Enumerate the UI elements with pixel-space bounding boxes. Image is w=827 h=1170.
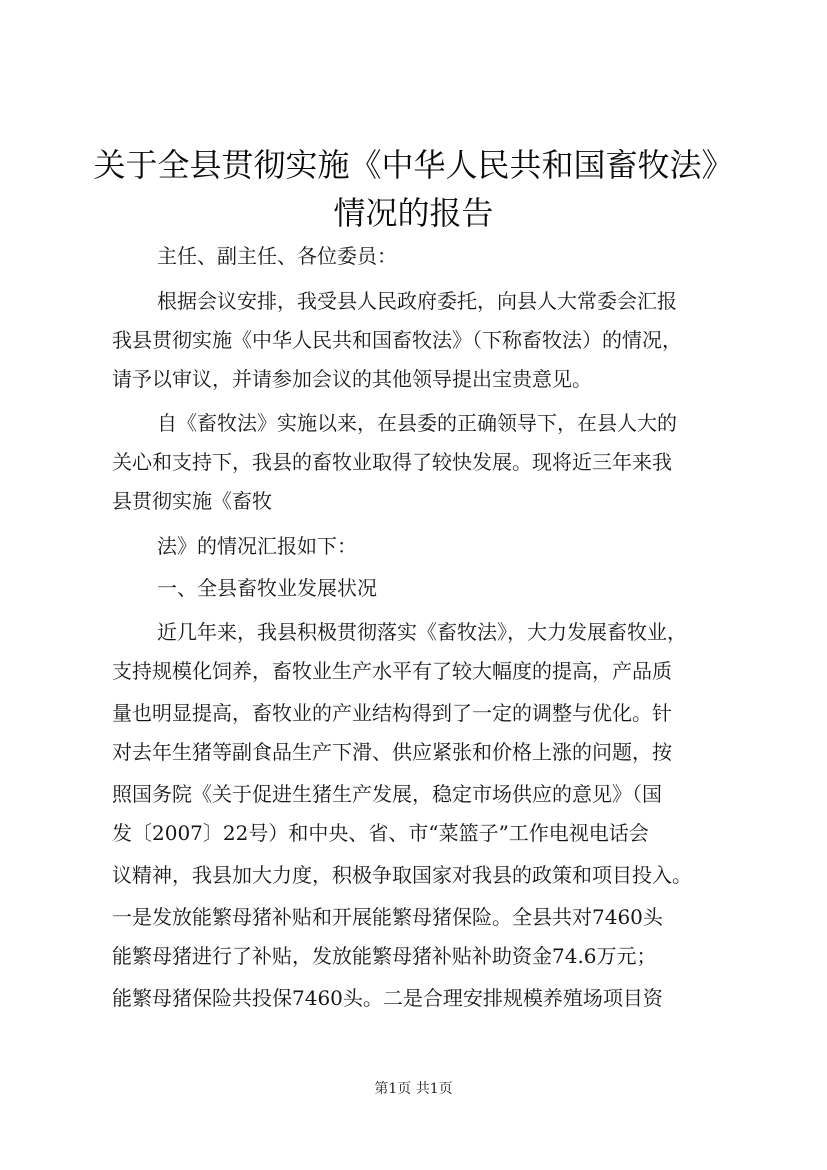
section-heading: 一、全县畜牧业发展状况 bbox=[157, 576, 377, 600]
body-line: 我县贯彻实施《中华人民共和国畜牧法》（下称畜牧法）的情况， bbox=[112, 328, 682, 352]
body-line: 照国务院《关于促进生猪生产发展，稳定市场供应的意见》（国 bbox=[112, 782, 662, 806]
page-number-footer: 第1页 共1页 bbox=[374, 1081, 453, 1097]
body-line: 近几年来，我县积极贯彻落实《畜牧法》，大力发展畜牧业， bbox=[157, 620, 687, 644]
document-title-line-1: 关于全县贯彻实施《中华人民共和国畜牧法》 bbox=[93, 146, 734, 184]
body-line: 支持规模化饲养，畜牧业生产水平有了较大幅度的提高，产品质 bbox=[112, 659, 672, 683]
body-line: 发〔2007〕22号）和中央、省、市“菜篮子”工作电视电话会 bbox=[112, 821, 649, 845]
body-line: 一是发放能繁母猪补贴和开展能繁母猪保险。全县共对7460头 bbox=[112, 905, 663, 929]
body-line: 能繁母猪进行了补贴，发放能繁母猪补贴补助资金74.6万元； bbox=[112, 944, 657, 968]
body-line: 请予以审议，并请参加会议的其他领导提出宝贵意见。 bbox=[112, 367, 592, 391]
body-line: 量也明显提高，畜牧业的产业结构得到了一定的调整与优化。针 bbox=[112, 701, 672, 725]
body-line: 关心和支持下，我县的畜牧业取得了较快发展。现将近三年来我 bbox=[112, 450, 672, 474]
body-line: 自《畜牧法》实施以来，在县委的正确领导下，在县人大的 bbox=[157, 411, 677, 435]
document-title-line-2: 情况的报告 bbox=[333, 194, 494, 232]
body-line: 对去年生猪等副食品生产下滑、供应紧张和价格上涨的问题，按 bbox=[112, 740, 672, 764]
body-line: 县贯彻实施《畜牧 bbox=[112, 489, 272, 513]
body-line: 根据会议安排，我受县人民政府委托，向县人大常委会汇报 bbox=[157, 289, 677, 313]
body-line: 法》的情况汇报如下： bbox=[157, 534, 357, 558]
body-line: 议精神，我县加大力度，积极争取国家对我县的政策和项目投入。 bbox=[112, 863, 692, 887]
salutation: 主任、副主任、各位委员： bbox=[157, 244, 397, 268]
body-line: 能繁母猪保险共投保7460头。二是合理安排规模养殖场项目资 bbox=[112, 986, 663, 1010]
